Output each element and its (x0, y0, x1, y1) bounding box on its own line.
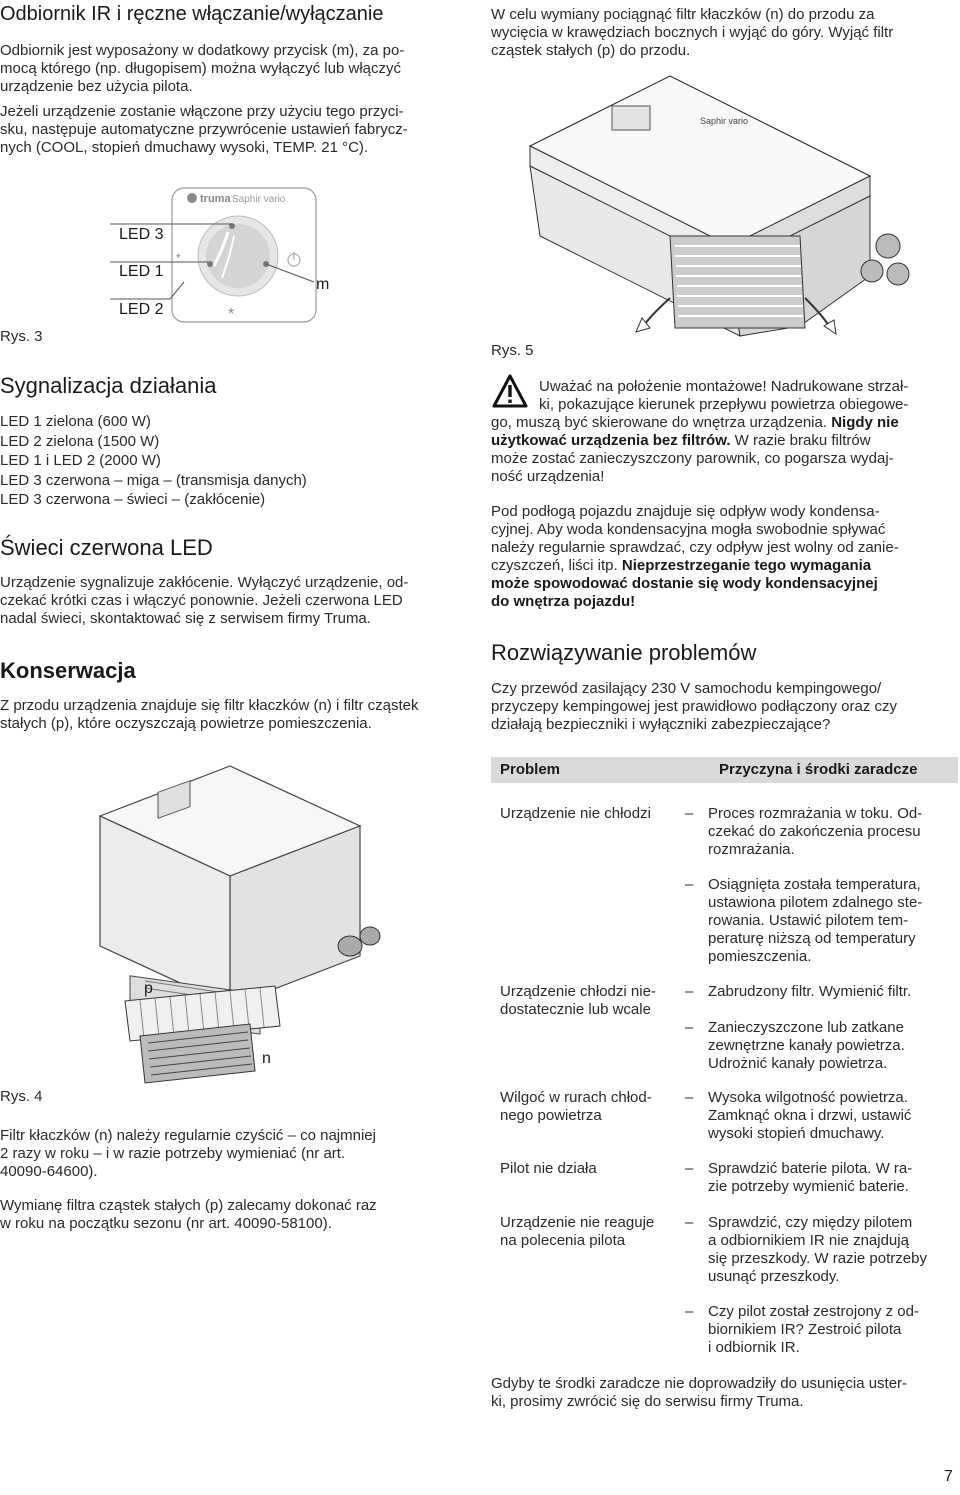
svg-text:*: * (176, 251, 181, 265)
table-row-2-cause-2: Zanieczyszczone lub zatkane zewnętrzne kanały powietrza. Udrożnić kanały powietrza. (708, 1019, 905, 1072)
led-3-label: LED 3 (119, 226, 164, 243)
page-number: 7 (944, 1468, 953, 1485)
column-cause: Przyczyna i środki zaradcze (719, 761, 918, 778)
troubleshooting-table-header (491, 757, 958, 783)
unit-filters-figure (60, 756, 440, 1086)
model-label: Saphir vario (232, 194, 286, 205)
button-m-label: m (316, 276, 330, 293)
brand-label: truma (200, 193, 231, 205)
red-led-title: Świeci czerwona LED (0, 535, 213, 560)
ir-paragraph-1: Odbiornik jest wyposażony w dodatkowy przycisk (m), za po- mocą którego (np. długopisem) można wyłączyć lub włączyć urządzenie bez użycia pilota. (0, 42, 405, 95)
troubleshooting-title: Rozwiązywanie problemów (491, 640, 757, 665)
warning-icon (492, 374, 528, 408)
filter-paragraph-1: Filtr kłaczków (n) należy regularnie czyścić – co najmniej 2 razy w roku – i w razie potrzeby wymieniać (nr art. 40090-64600). (0, 1127, 376, 1180)
figure-4-caption: Rys. 4 (0, 1088, 43, 1105)
svg-text:Saphir vario: Saphir vario (700, 116, 749, 126)
maintenance-title: Konserwacja (0, 658, 136, 683)
list-dash: – (685, 1019, 694, 1036)
warning-line-3: go, muszą być skierowane do wnętrza urządzenia. Nigdy nie (491, 414, 899, 431)
warning-line-5: może zostać zanieczyszczony parownik, co pogarsza wydaj- (491, 450, 894, 467)
warning-line-2: ki, pokazujące kierunek przepływu powietrza obiegowe- (539, 396, 909, 413)
filter-paragraph-2: Wymianę filtra cząstek stałych (p) zalecamy dokonać raz w roku na początku sezonu (nr art. 40090-58100). (0, 1197, 377, 1232)
table-row-3-problem: Wilgoć w rurach chłod- nego powietrza (500, 1089, 652, 1124)
warning-line-6: ność urządzenia! (491, 468, 605, 485)
table-row-3-cause-1: Wysoka wilgotność powietrza. Zamknąć okna i drzwi, ustawić wysoki stopień dmuchawy. (708, 1089, 912, 1142)
table-row-1-cause-1: Proces rozmrażania w toku. Od- czekać do zakończenia procesu rozmrażania. (708, 805, 923, 858)
table-row-5-cause-1: Sprawdzić, czy między pilotem a odbiornikiem IR nie znajdują się przeszkody. W razie potrzeby usunąć przeszkody. (708, 1214, 927, 1285)
list-dash: – (685, 1160, 694, 1177)
list-dash: – (685, 983, 694, 1000)
warning-line-1: Uważać na położenie montażowe! Nadrukowane strzał- (539, 378, 909, 395)
table-row-2-cause-1: Zabrudzony filtr. Wymienić filtr. (708, 983, 912, 1000)
list-dash: – (685, 1089, 694, 1106)
figure-3-caption: Rys. 3 (0, 328, 43, 345)
final-paragraph: Gdyby te środki zaradcze nie doprowadziły do usunięcia uster- ki, prosimy zwrócić się do serwisu firmy Truma. (491, 1375, 908, 1410)
ir-paragraph-2: Jeżeli urządzenie zostanie włączone przy użyciu tego przyci- sku, następuje automatyczne przywrócenie ustawień fabrycz- nych (COOL, stopień dmuchawy wysoki, TEMP. 21 °C). (0, 103, 408, 156)
table-row-1-problem: Urządzenie nie chłodzi (500, 805, 651, 822)
led-1-label: LED 1 (119, 263, 164, 280)
table-row-1-cause-2: Osiągnięta została temperatura, ustawiona pilotem zdalnego ste- rowania. Ustawić pilotem tem- peraturę niższą od temperatury pomieszczenia. (708, 876, 923, 965)
snowflake-icon: * (228, 306, 235, 323)
table-row-4-problem: Pilot nie działa (500, 1160, 597, 1177)
figure-5-caption: Rys. 5 (491, 342, 534, 359)
filter-removal-paragraph: W celu wymiany pociągnąć filtr kłaczków (n) do przodu za wycięcia w krawędziach bocznych i wyjąć do góry. Wyjąć filtr cząstek stałych (p) do przodu. (491, 6, 894, 59)
condensate-paragraph: Pod podłogą pojazdu znajduje się odpływ wody kondensa- cyjnej. Aby woda kondensacyjna mogła swobodnie spływać należy regularnie sprawdzać, czy odpływ jest wolny od zanie- czyszczeń, liści itp. Nieprzestrzeganie tego wymagania może spowodować dostanie się wody kondensacyjnej do wnętrza pojazdu! (491, 503, 899, 610)
list-dash: – (685, 805, 694, 822)
troubleshooting-paragraph: Czy przewód zasilający 230 V samochodu kempingowego/ przyczepy kempingowej jest prawidłowo podłączony oraz czy działają bezpieczniki i wyłączniki zabezpieczające? (491, 680, 898, 733)
signal-list: LED 1 zielona (600 W) LED 2 zielona (1500 W) LED 1 i LED 2 (2000 W) LED 3 czerwona – miga – (transmisja danych) LED 3 czerwona – świeci – (zakłócenie) (0, 413, 307, 508)
signal-title: Sygnalizacja działania (0, 373, 217, 398)
table-row-5-cause-2: Czy pilot został zestrojony z od- biornikiem IR? Zestroić pilota i odbiornik IR. (708, 1303, 919, 1356)
ir-section-title: Odbiornik IR i ręczne włączanie/wyłączanie (0, 3, 384, 25)
table-row-4-cause-1: Sprawdzić baterie pilota. W ra- zie potrzeby wymienić baterie. (708, 1160, 913, 1195)
list-dash: – (685, 1303, 694, 1320)
filter-n-label: n (262, 1050, 271, 1067)
unit-front-figure (500, 66, 940, 348)
red-led-paragraph: Urządzenie sygnalizuje zakłócenie. Wyłączyć urządzenie, od- czekać krótki czas i włączyć ponownie. Jeżeli czerwona LED nadal świeci, skontaktować się z serwisem firmy Truma. (0, 574, 409, 627)
table-row-5-problem: Urządzenie nie reaguje na polecenia pilota (500, 1214, 655, 1249)
truma-logo-icon (187, 193, 197, 203)
filter-p-label: p (144, 980, 153, 997)
table-row-2-problem: Urządzenie chłodzi nie- dostatecznie lub wcale (500, 983, 656, 1018)
column-problem: Problem (500, 761, 561, 778)
list-dash: – (685, 1214, 694, 1231)
air-grille (670, 236, 805, 328)
led-2-label: LED 2 (119, 301, 164, 318)
list-dash: – (685, 876, 694, 893)
warning-line-4: użytkować urządzenia bez filtrów. W razie braku filtrów (491, 432, 871, 449)
maintenance-paragraph: Z przodu urządzenia znajduje się filtr kłaczków (n) i filtr cząstek stałych (p), które oczyszczają powietrze pomieszczenia. (0, 697, 419, 732)
